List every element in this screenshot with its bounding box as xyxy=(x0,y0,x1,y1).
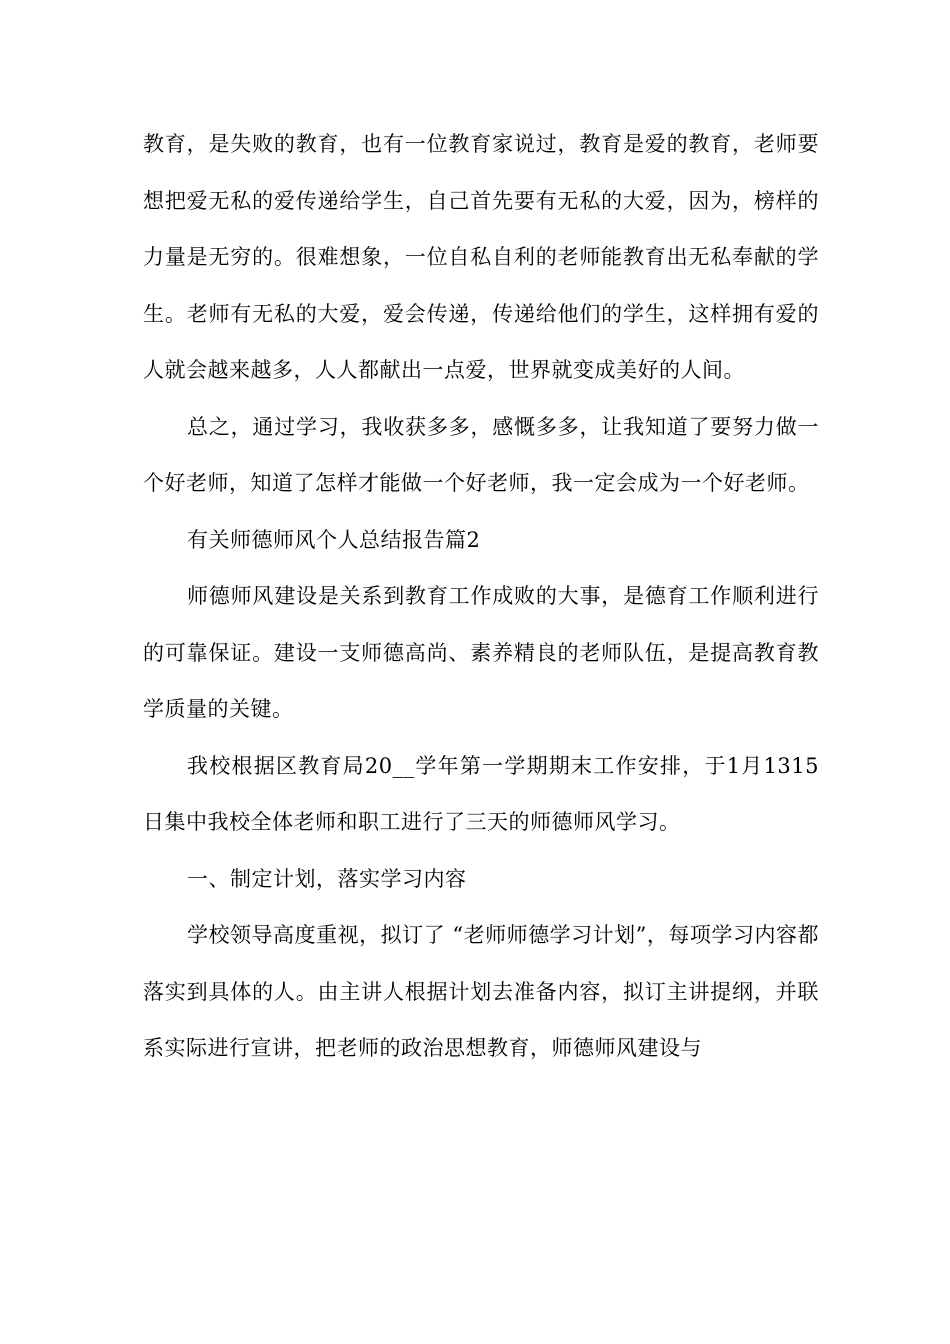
section-heading: 有关师德师风个人总结报告篇2 xyxy=(187,527,481,552)
document-body xyxy=(143,116,819,1077)
paragraph-5: 学校领导高度重视，拟订了 “老师师德学习计划”，每项学习内容都落实到具体的人。由主讲人根据计划去准备内容，拟订主讲提纲，并联系实际进行宣讲，把老师的政治思想教育，师德师风建设与 xyxy=(143,923,819,1060)
paragraph-4: 我校根据区教育局20__学年第一学期期末工作安排，于1月1315日集中我校全体老师和职工进行了三天的师德师风学习。 xyxy=(143,753,819,834)
paragraph-3: 师德师风建设是关系到教育工作成败的大事，是德育工作顺利进行的可靠保证。建设一支师德高尚、素养精良的老师队伍，是提高教育教学质量的关键。 xyxy=(143,584,819,721)
paragraph-1: 教育，是失败的教育，也有一位教育家说过，教育是爱的教育，老师要想把爱无私的爱传递给学生，自己首先要有无私的大爱，因为，榜样的力量是无穷的。很难想象，一位自私自利的老师能教育出无私奉献的学生。老师有无私的大爱，爱会传递，传递给他们的学生，这样拥有爱的人就会越来越多，人人都献出一点爱，世界就变成美好的人间。 xyxy=(143,132,819,382)
paragraph-2: 总之，通过学习，我收获多多，感慨多多，让我知道了要努力做一个好老师，知道了怎样才能做一个好老师，我一定会成为一个好老师。 xyxy=(143,414,819,495)
subheading-1: 一、制定计划，落实学习内容 xyxy=(187,866,467,891)
